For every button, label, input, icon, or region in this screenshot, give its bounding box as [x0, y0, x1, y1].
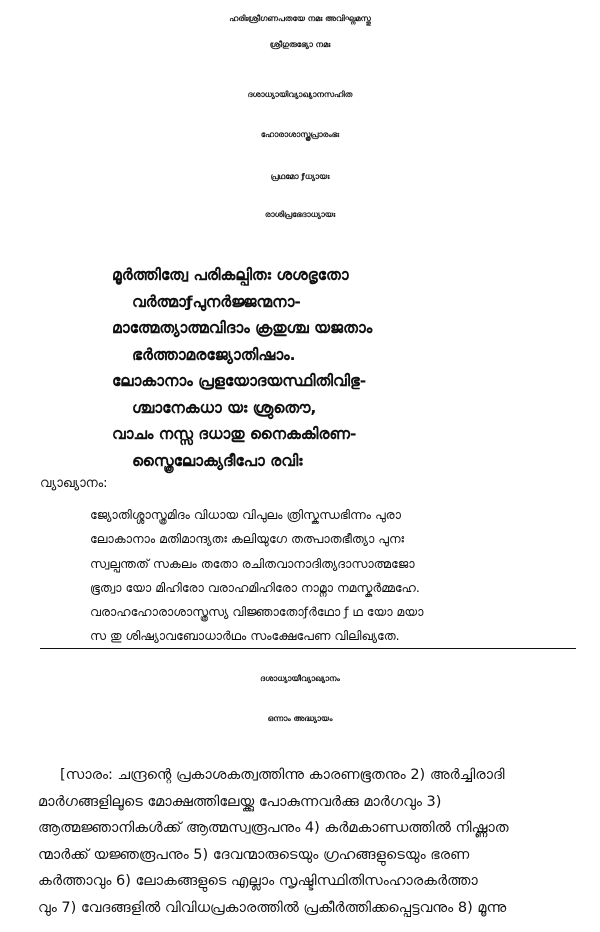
- verse-line: സ്ത്രൈലോക്യദീപോ രവിഃ: [132, 451, 303, 470]
- verse-line: മാത്മേത്യാത്മവിദാം ക്രതുശ്ച യജതാം: [112, 319, 373, 337]
- commentary-line: വരാഹഹോരാശാസ്ത്രസ്യ വിജ്ഞാതോƒർഥോ ƒ ഥ യോ മയാ: [90, 604, 424, 620]
- commentary-block: [90, 503, 570, 649]
- invocation-line-1: ഹരിഃശ്രീഗണപതയേ നമഃ അവിഘ്നമസ്തു: [229, 14, 371, 23]
- body-paragraph: [38, 762, 578, 921]
- commentary-line: സ്വല്പന്തത് സകലം തതോ രചിതവാനാദിത്യദാസാത്മജോ: [90, 555, 415, 571]
- commentary-line: ജ്യോതിശ്ശാസ്ത്രമിദം വിധായ വിപുലം ത്രിസ്കന്ധഭിന്നം പുരാ: [90, 507, 401, 522]
- commentary-line: ലോകാനാം മതിമാന്ദ്യതഃ കലിയുഗേ തത്പാതഭീത്യാ പുനഃ: [90, 531, 404, 547]
- verse-line: ലോകാനാം പ്രളയോദയസ്ഥിതിവിഭു-: [112, 372, 367, 390]
- verse-line: വാചം നസ്സ ദധാതു നൈകകിരണ-: [112, 425, 357, 443]
- commentary-label: വ്യാഖ്യാനം:: [40, 476, 108, 491]
- body-line: [സാരം: ചന്ദ്രന്റെ പ്രകാശകത്വത്തിന്നു കാരണഭൂതനും 2) അർച്ചിരാദി: [60, 767, 505, 783]
- verse-line: ഭർത്താമരജ്യോതിഷാം.: [132, 345, 296, 364]
- body-line: വും 7) വേദങ്ങളിൽ വിവിധപ്രകാരത്തിൽ പ്രകീർത്തിക്കപ്പെട്ടവനും 8) മൂന്നു: [38, 899, 507, 916]
- verse-block: [112, 262, 532, 474]
- commentary-line: ഭൂത്വാ യോ മിഹിരോ വരാഹമിഹിരോ നാമ്നാ നമസ്കുർമ്മഹേ.: [90, 579, 420, 595]
- body-line: ആത്മജ്ഞാനികൾക്ക് ആത്മസ്വരൂപനും 4) കർമകാണ്ഡത്തിൽ നിഷ്ണാത: [38, 820, 509, 836]
- body-line: മാർഗങ്ങളിലൂടെ മോക്ഷത്തിലേയ്ക്കു പോകുന്നവർക്കു മാർഗവും 3): [38, 793, 442, 810]
- section-divider: [40, 648, 576, 649]
- verse-line: ശ്ചാനേകധാ യഃ ശ്രുതൌ,: [132, 398, 317, 417]
- body-line: കർത്താവും 6) ലോകങ്ങളുടെ എല്ലാം സൃഷ്ടിസ്ഥിതിസംഹാരകർത്താ: [38, 873, 478, 889]
- body-line: ന്മാർക്ക് യജ്ഞരൂപനും 5) ദേവന്മാരുടെയും ഗ്രഹങ്ങളുടെയും ഭരണ: [38, 846, 470, 863]
- verse-line: വർത്മാƒപുനർജ്ജന്മനാ-: [132, 292, 301, 311]
- section-title: ദശാധ്യായീവ്യാഖ്യാനം: [260, 674, 340, 683]
- chapter-number: പ്രഥമോ ƒധ്യായഃ: [270, 172, 330, 181]
- verse-line: മൂർത്തിത്വേ പരികല്പിതഃ ശശഭൃതോ: [112, 266, 349, 284]
- chapter-name: രാശിപ്രഭേദാധ്യായഃ: [264, 210, 336, 219]
- main-title-line-1: ദശാധ്യായിവ്യാഖ്യാനസഹിത: [247, 90, 353, 99]
- main-title-line-2: ഹോരാശാസ്ത്രപ്രാരംഭഃ: [260, 130, 340, 139]
- invocation-line-2: ശ്രീഗുരുഭ്യോ നമഃ: [269, 40, 331, 49]
- section-subtitle: ഒന്നാം അദ്ധ്യായം: [267, 714, 333, 723]
- commentary-line: സ തു ശിഷ്യാവബോധാർഥം സംക്ഷേപേണ വിലിഖ്യതേ.: [90, 628, 400, 644]
